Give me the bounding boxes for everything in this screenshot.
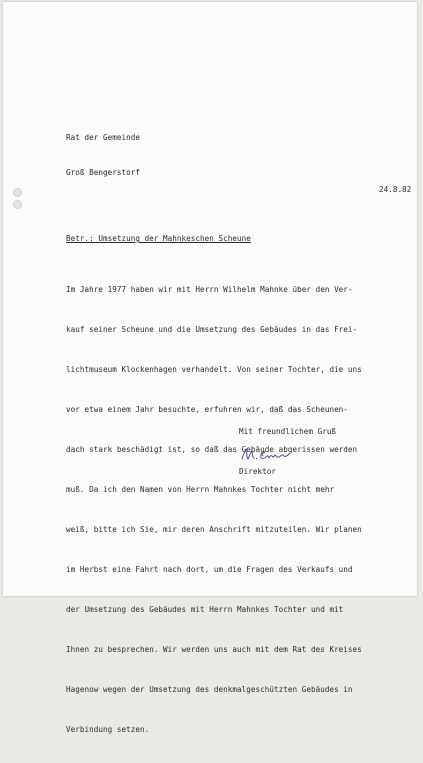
body-line: lichtmuseum Klockenhagen verhandelt. Von seiner Tochter, die uns (66, 364, 362, 374)
recipient-line: Rat der Gemeinde (66, 133, 140, 142)
body-line: kauf seiner Scheune und die Umsetzung des Gebäudes in das Frei- (66, 324, 358, 334)
body-line: Im Jahre 1977 haben wir mit Herrn Wilhelm Mahnke über den Ver- (66, 284, 353, 294)
body-line: Verbindung setzen. (66, 725, 150, 735)
body-line: dach stark beschädigt ist, so daß das Gebäude abgerissen werden (66, 444, 358, 454)
letter-page (3, 2, 417, 735)
punch-hole-top (13, 188, 22, 197)
body-line: muß. Da ich den Namen von Herrn Mahnkes Tochter nicht mehr (66, 484, 335, 494)
body-line: der Umsetzung des Gebäudes mit Herrn Mahnkes Tochter und mit (66, 604, 344, 614)
letter-date: 24.8.82 (379, 185, 412, 194)
signer-title: Direktor (239, 467, 276, 476)
body-line: Ihnen zu besprechen. Wir werden uns auch mit dem Rat des Kreises (66, 644, 362, 654)
letter-subject: Betr.: Umsetzung der Mahnkeschen Scheune (66, 234, 251, 243)
letter-body (66, 256, 362, 763)
body-line: Hagenow wegen der Umsetzung des denkmalgeschützten Gebäudes in (66, 685, 353, 694)
body-line: weiß, bitte ich Sie, mir deren Anschrift mitzuteilen. Wir planen (66, 524, 362, 534)
recipient-line: Groß Bengerstorf (66, 168, 140, 177)
body-line: vor etwa einem Jahr besuchte, erfuhren wir, daß das Scheunen- (66, 404, 348, 414)
recipient-address (66, 115, 140, 203)
body-line: im Herbst eine Fahrt nach dort, um die Fragen des Verkaufs und (66, 564, 353, 574)
handwritten-signature (239, 446, 299, 464)
punch-hole-bottom (13, 200, 22, 209)
closing-salutation: Mit freundlichem Gruß (239, 427, 337, 436)
